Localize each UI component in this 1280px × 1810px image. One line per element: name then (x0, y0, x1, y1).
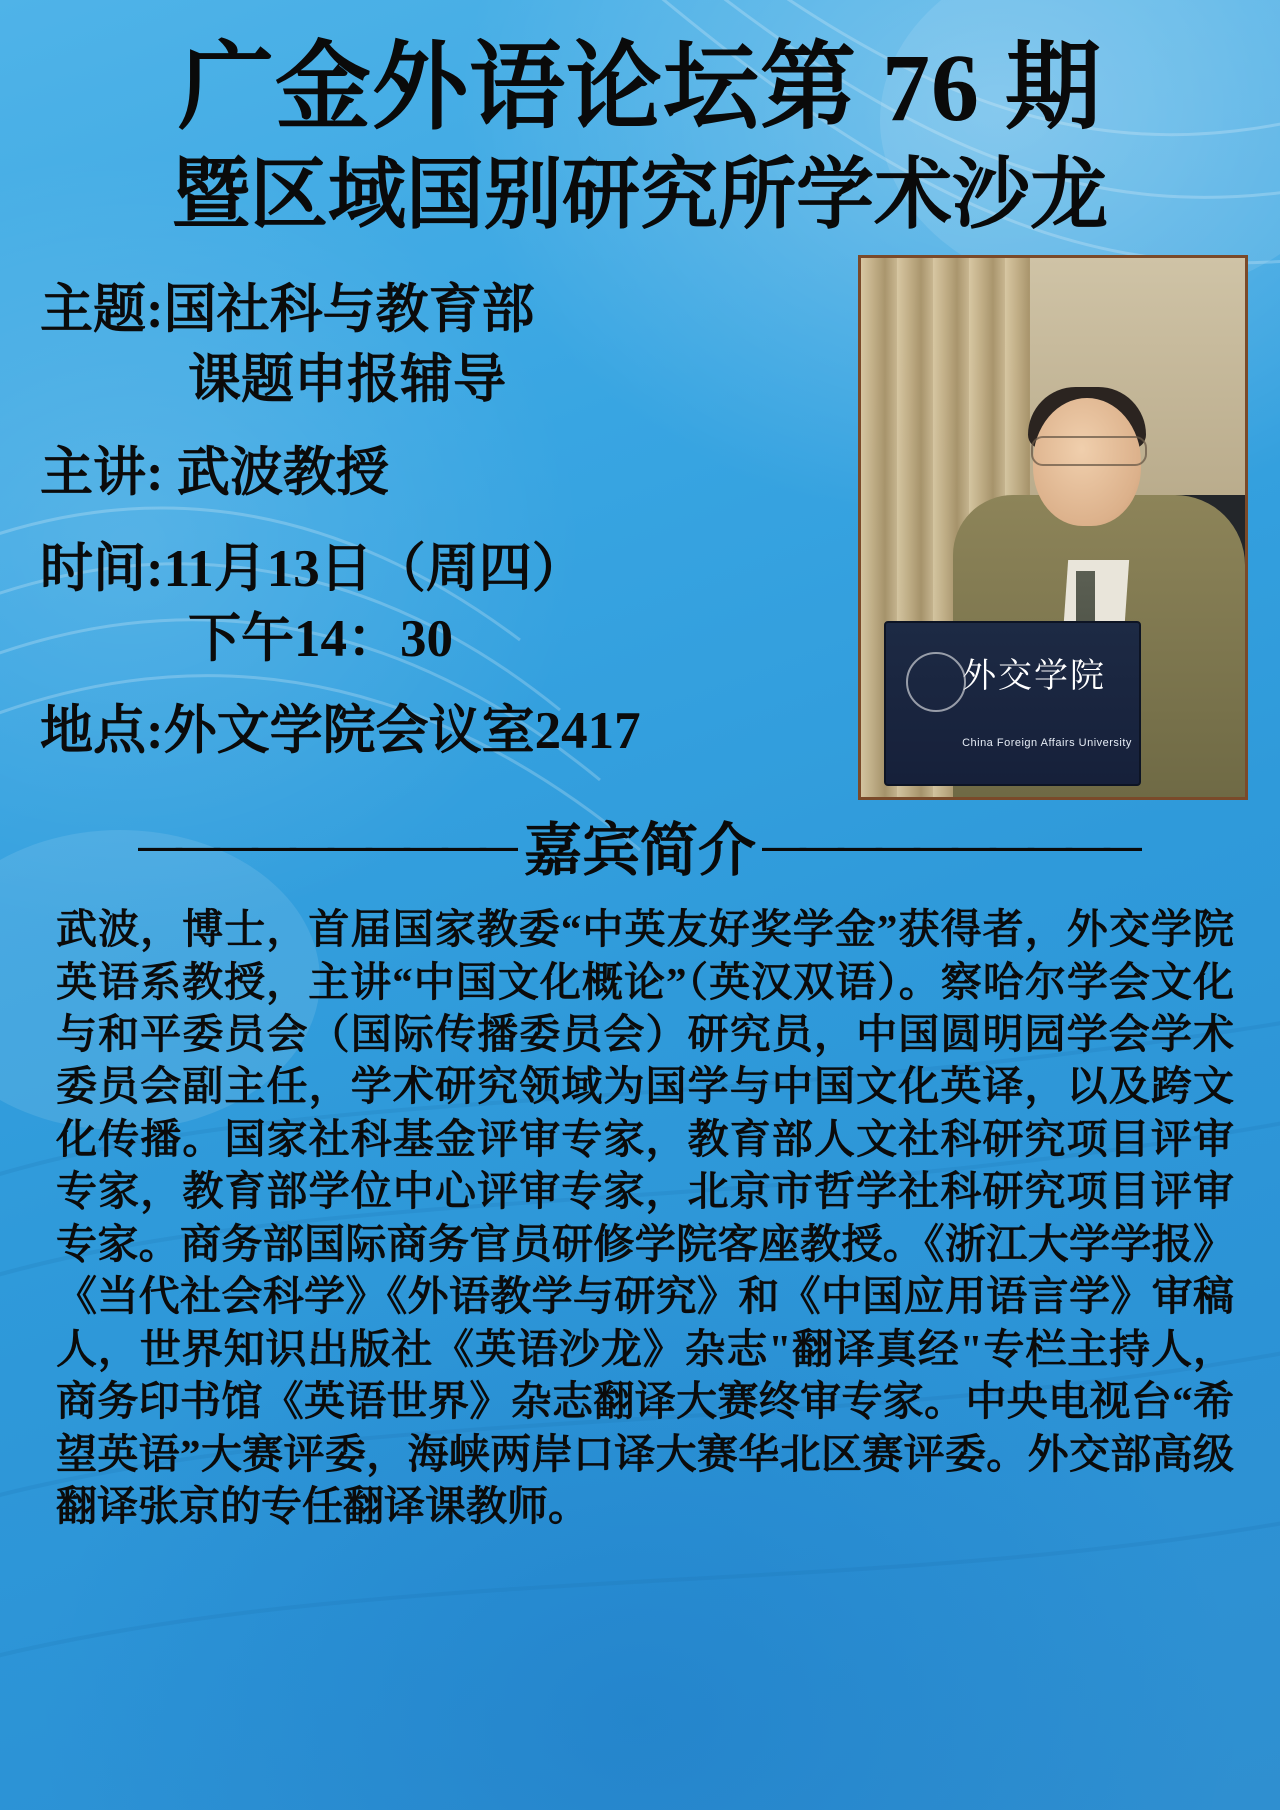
speaker-label: 主讲: (40, 443, 164, 502)
divider-right: —————————— (762, 820, 1142, 870)
speaker-row (40, 440, 722, 506)
guest-biography: 武波，博士，首届国家教委“中英友好奖学金”获得者，外交学院英语系教授，主讲“中国文化概论”（英汉双语）。察哈尔学会文化与和平委员会（国际传播委员会）研究员，中国圆明园学会学术委员会副主任，学术研究领域为国学与中国文化英译，以及跨文化传播。国家社科基金评审专家，教育部人文社科研究项目评审专家，教育部学位中心评审专家，北京市哲学社科研究项目评审专家。商务部国际商务官员研修学院客座教授。《浙江大学学报》《当代社会科学》《外语教学与研究》和《中国应用语言学》审稿人，世界知识出版社《英语沙龙》杂志"翻译真经"专栏主持人，商务印书馆《英语世界》杂志翻译大赛终审专家。中央电视台“希望英语”大赛评委，海峡两岸口译大赛华北区赛评委。外交部高级翻译张京的专任翻译课教师。 (56, 906, 1234, 1530)
event-details (22, 277, 722, 765)
speaker-photo (858, 255, 1248, 800)
event-info-block (22, 277, 1258, 797)
photo-speaker-glasses (1031, 436, 1147, 466)
time-value-line2: 下午14：30 (188, 610, 453, 669)
divider-left: —————————— (137, 820, 518, 870)
speaker-value: 武波教授 (176, 443, 389, 502)
topic-label: 主题: (40, 281, 164, 340)
place-label: 地点: (40, 702, 164, 761)
time-label: 时间: (40, 539, 164, 598)
photo-laptop (884, 621, 1141, 787)
guest-intro-title: 嘉宾简介 (523, 818, 756, 884)
time-row (40, 536, 722, 673)
time-value: 11月13日（周四） (163, 539, 585, 598)
laptop-english-label: China Foreign Affairs University (962, 736, 1132, 749)
place-row (40, 698, 722, 764)
guest-intro-header (22, 803, 1258, 887)
topic-row (40, 277, 722, 414)
speaker-photo-image (861, 258, 1245, 797)
poster-title-line-1: 广金外语论坛第 76 期 (178, 34, 1102, 141)
poster-content (0, 34, 1280, 1533)
poster-title-line-2: 暨区域国别研究所学术沙龙 (171, 150, 1108, 238)
topic-value: 国社科与教育部 (163, 281, 535, 340)
topic-value-line2: 课题申报辅导 (188, 351, 506, 410)
place-value: 外文学院会议室2417 (163, 702, 641, 761)
university-seal-icon (906, 652, 966, 712)
laptop-chinese-label: 外交学院 (962, 658, 1107, 696)
